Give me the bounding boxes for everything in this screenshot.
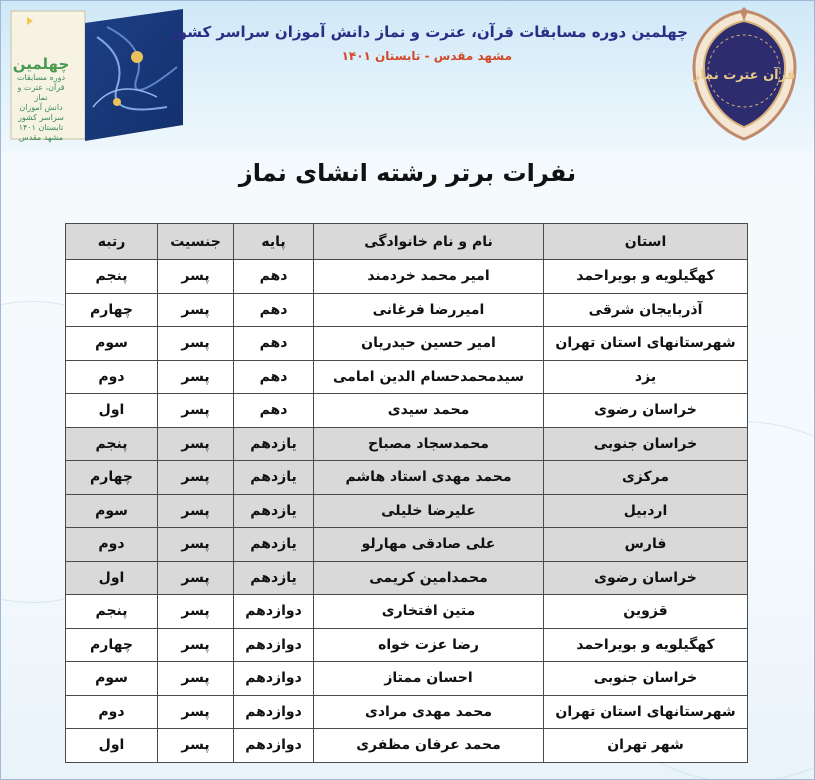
cell-gender: پسر bbox=[158, 327, 234, 361]
cell-name: امیر حسین حیدریان bbox=[314, 327, 544, 361]
cell-rank: دوم bbox=[66, 360, 158, 394]
cell-name: رضا عزت خواه bbox=[314, 628, 544, 662]
table-row bbox=[66, 394, 748, 428]
book-cover-line: قرآن، عترت و نماز bbox=[17, 83, 65, 102]
book-cover-text bbox=[11, 55, 71, 143]
cell-name: محمد مهدی استاد هاشم bbox=[314, 461, 544, 495]
emblem-logo bbox=[687, 5, 802, 145]
cell-gender: پسر bbox=[158, 528, 234, 562]
table-row bbox=[66, 293, 748, 327]
cell-name: سیدمحمدحسام الدین امامی bbox=[314, 360, 544, 394]
cell-province: کهگیلویه و بویراحمد bbox=[544, 628, 748, 662]
table-row bbox=[66, 695, 748, 729]
cell-rank: اول bbox=[66, 561, 158, 595]
cell-province: اردبیل bbox=[544, 494, 748, 528]
column-header-province: استان bbox=[544, 224, 748, 260]
cell-name: محمدسجاد مصباح bbox=[314, 427, 544, 461]
cell-province: قزوین bbox=[544, 595, 748, 629]
cell-gender: پسر bbox=[158, 729, 234, 763]
cell-gender: پسر bbox=[158, 360, 234, 394]
cell-grade: دهم bbox=[234, 293, 314, 327]
cell-province: خراسان جنوبی bbox=[544, 662, 748, 696]
cell-gender: پسر bbox=[158, 394, 234, 428]
cell-rank: چهارم bbox=[66, 461, 158, 495]
cell-province: آذربایجان شرقی bbox=[544, 293, 748, 327]
cell-province: خراسان رضوی bbox=[544, 394, 748, 428]
cell-name: امیررضا فرغانی bbox=[314, 293, 544, 327]
cell-grade: دوازدهم bbox=[234, 595, 314, 629]
cell-gender: پسر bbox=[158, 695, 234, 729]
table-row bbox=[66, 561, 748, 595]
cell-gender: پسر bbox=[158, 260, 234, 294]
banner-subtitle: مشهد مقدس - تابستان ۱۴۰۱ bbox=[341, 49, 512, 63]
cell-name: علی صادقی مهارلو bbox=[314, 528, 544, 562]
cell-rank: سوم bbox=[66, 327, 158, 361]
column-header-name: نام و نام خانوادگی bbox=[314, 224, 544, 260]
banner-title: چهلمین دوره مسابقات قرآن، عترت و نماز دانش آموزان سراسر کشور bbox=[169, 23, 688, 41]
cell-grade: یازدهم bbox=[234, 461, 314, 495]
table-row bbox=[66, 628, 748, 662]
cell-gender: پسر bbox=[158, 461, 234, 495]
cell-grade: یازدهم bbox=[234, 427, 314, 461]
cell-province: خراسان جنوبی bbox=[544, 427, 748, 461]
cell-grade: دوازدهم bbox=[234, 695, 314, 729]
cell-grade: دوازدهم bbox=[234, 729, 314, 763]
cell-grade: دوازدهم bbox=[234, 662, 314, 696]
cell-rank: پنجم bbox=[66, 595, 158, 629]
column-header-rank: رتبه bbox=[66, 224, 158, 260]
cell-rank: چهارم bbox=[66, 628, 158, 662]
table-row bbox=[66, 494, 748, 528]
cell-rank: سوم bbox=[66, 662, 158, 696]
column-header-gender: جنسیت bbox=[158, 224, 234, 260]
cell-grade: دهم bbox=[234, 360, 314, 394]
book-cover-line: دانش آموزان سراسر کشور bbox=[18, 103, 64, 122]
cell-province: شهرستانهای استان تهران bbox=[544, 695, 748, 729]
cell-province: خراسان رضوی bbox=[544, 561, 748, 595]
cell-name: محمدامین کریمی bbox=[314, 561, 544, 595]
cell-name: متین افتخاری bbox=[314, 595, 544, 629]
cell-rank: چهارم bbox=[66, 293, 158, 327]
page-title: نفرات برتر رشته انشای نماز bbox=[238, 159, 577, 187]
cell-grade: یازدهم bbox=[234, 561, 314, 595]
book-cover-line: تابستان ۱۴۰۱ bbox=[18, 123, 64, 132]
cell-grade: دهم bbox=[234, 327, 314, 361]
table-header-row bbox=[66, 224, 748, 260]
cell-grade: یازدهم bbox=[234, 528, 314, 562]
book-cover-line: مشهد مقدس bbox=[18, 133, 64, 142]
table-row bbox=[66, 528, 748, 562]
cell-name: محمد عرفان مظفری bbox=[314, 729, 544, 763]
cell-grade: دهم bbox=[234, 394, 314, 428]
cell-rank: پنجم bbox=[66, 427, 158, 461]
table-row bbox=[66, 427, 748, 461]
table-row bbox=[66, 595, 748, 629]
cell-grade: یازدهم bbox=[234, 494, 314, 528]
results-table bbox=[65, 223, 748, 763]
cell-gender: پسر bbox=[158, 293, 234, 327]
column-header-grade: پایه bbox=[234, 224, 314, 260]
cell-rank: دوم bbox=[66, 695, 158, 729]
table-row bbox=[66, 662, 748, 696]
cell-rank: اول bbox=[66, 394, 158, 428]
cell-gender: پسر bbox=[158, 595, 234, 629]
book-cover-title: چهلمین bbox=[12, 55, 70, 73]
cell-name: علیرضا خلیلی bbox=[314, 494, 544, 528]
cell-grade: دوازدهم bbox=[234, 628, 314, 662]
cell-name: محمد مهدی مرادی bbox=[314, 695, 544, 729]
cell-province: یزد bbox=[544, 360, 748, 394]
cell-gender: پسر bbox=[158, 662, 234, 696]
cell-rank: دوم bbox=[66, 528, 158, 562]
cell-province: شهر تهران bbox=[544, 729, 748, 763]
table-row bbox=[66, 461, 748, 495]
book-cover-line: دوره مسابقات bbox=[16, 73, 66, 82]
cell-province: شهرستانهای استان تهران bbox=[544, 327, 748, 361]
cell-rank: سوم bbox=[66, 494, 158, 528]
cell-rank: پنجم bbox=[66, 260, 158, 294]
cell-grade: دهم bbox=[234, 260, 314, 294]
cell-name: محمد سیدی bbox=[314, 394, 544, 428]
cell-gender: پسر bbox=[158, 628, 234, 662]
header-banner bbox=[1, 1, 814, 151]
cell-gender: پسر bbox=[158, 427, 234, 461]
emblem-text: قرآن عترت نماز bbox=[692, 68, 796, 83]
cell-name: امیر محمد خردمند bbox=[314, 260, 544, 294]
cell-gender: پسر bbox=[158, 561, 234, 595]
cell-name: احسان ممتاز bbox=[314, 662, 544, 696]
cell-rank: اول bbox=[66, 729, 158, 763]
table-row bbox=[66, 327, 748, 361]
table-row bbox=[66, 260, 748, 294]
cell-province: مرکزی bbox=[544, 461, 748, 495]
table-row bbox=[66, 729, 748, 763]
table-row bbox=[66, 360, 748, 394]
cell-gender: پسر bbox=[158, 494, 234, 528]
cell-province: کهگیلویه و بویراحمد bbox=[544, 260, 748, 294]
cell-province: فارس bbox=[544, 528, 748, 562]
